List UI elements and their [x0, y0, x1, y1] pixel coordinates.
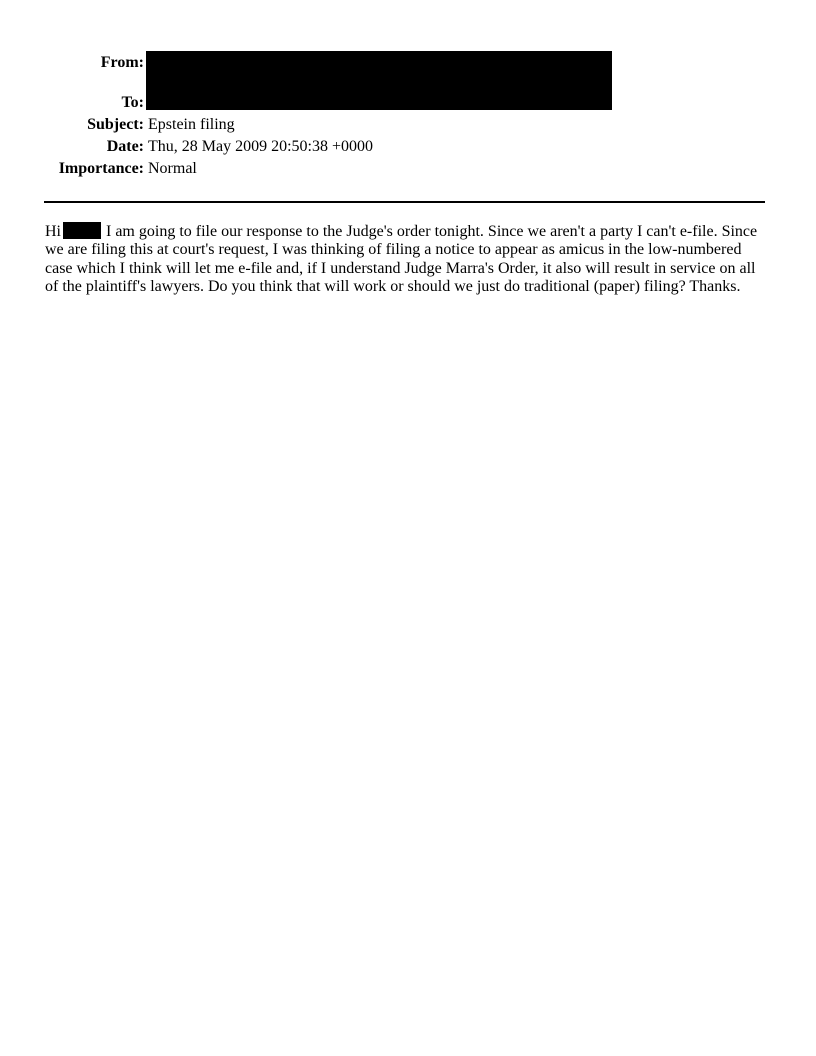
subject-label: Subject:: [87, 116, 144, 133]
recipient-name-redaction: [63, 222, 101, 239]
from-label: From:: [100, 54, 144, 71]
body-text: I am going to file our response to the Judge's order tonight. Since we aren't a party I can't e-file. Since we are filing this at court's request, I was thinking of filing a notice to appear as amicus in the low-numbered case which I think will let me e-file and, if I understand Judge Marra's Order, it also will result in service on all of the plaintiff's lawyers. Do you think that will work or should we just do traditional (paper) filing? Thanks.: [45, 223, 758, 296]
header-divider: [44, 201, 765, 203]
date-value: Thu, 28 May 2009 20:50:38 +0000: [148, 138, 374, 155]
subject-value: Epstein filing: [148, 116, 235, 133]
from-to-redaction: [146, 51, 612, 110]
email-body: [45, 222, 767, 297]
greeting: Hi: [45, 223, 61, 240]
email-header: [0, 0, 816, 200]
importance-label: Importance:: [58, 160, 144, 177]
to-label: To:: [121, 94, 144, 111]
date-label: Date:: [106, 138, 144, 155]
importance-value: Normal: [148, 160, 197, 177]
